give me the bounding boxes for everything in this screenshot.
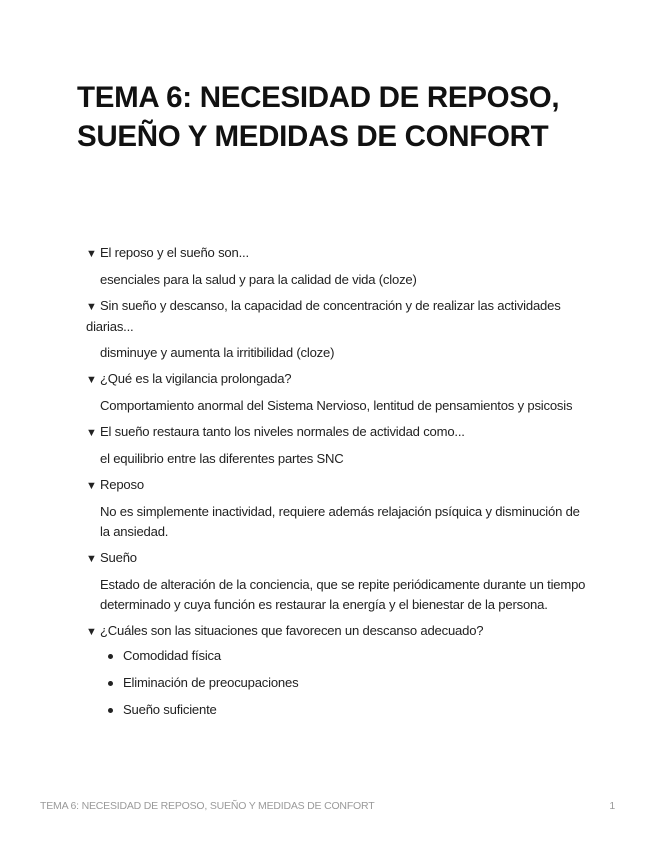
toggle-question: ¿Qué es la vigilancia prolongada? — [100, 371, 292, 386]
toggle-question: El sueño restaura tanto los niveles normales de actividad como... — [100, 424, 465, 439]
toggle-item — [86, 548, 586, 615]
toggle-item — [86, 475, 586, 542]
footer-title: TEMA 6: NECESIDAD DE REPOSO, SUEÑO Y MEDIDAS DE CONFORT — [40, 800, 375, 812]
toggle-question: El reposo y el sueño son... — [100, 245, 249, 260]
toggle-summary[interactable] — [86, 296, 586, 337]
bullet-item — [100, 700, 586, 720]
toggle-item — [86, 369, 586, 416]
bullet-item — [100, 673, 586, 693]
toggle-summary[interactable] — [86, 369, 586, 390]
bullet-item — [100, 646, 586, 666]
toggle-item — [86, 243, 586, 290]
triangle-down-icon: ▼ — [86, 301, 97, 313]
triangle-down-icon: ▼ — [86, 626, 97, 638]
toggle-question: Sueño — [100, 550, 137, 565]
toggle-summary[interactable] — [86, 621, 586, 642]
bullet-text: Eliminación de preocupaciones — [123, 675, 299, 690]
toggle-question: Reposo — [100, 477, 144, 492]
toggle-answer: disminuye y aumenta la irritibilidad (cloze) — [100, 345, 335, 360]
toggle-item — [86, 296, 586, 363]
triangle-down-icon: ▼ — [86, 480, 97, 492]
toggle-answer: Comportamiento anormal del Sistema Nervioso, lentitud de pensamientos y psicosis — [100, 398, 573, 413]
toggle-answer: el equilibrio entre las diferentes partes SNC — [100, 451, 344, 466]
page-number: 1 — [609, 800, 615, 812]
bullet-text: Sueño suficiente — [123, 702, 217, 717]
bullet-text: Comodidad física — [123, 648, 221, 663]
triangle-down-icon: ▼ — [86, 553, 97, 565]
bullet-list — [100, 646, 586, 720]
toggle-question: Sin sueño y descanso, la capacidad de concentración y de realizar las actividades diarias... — [86, 298, 561, 334]
bullet-dot-icon — [108, 654, 113, 659]
toggle-summary[interactable] — [86, 422, 586, 443]
toggle-summary[interactable] — [86, 475, 586, 496]
toggle-answer: No es simplemente inactividad, requiere además relajación psíquica y disminución de la ansiedad. — [100, 504, 580, 539]
page-title: TEMA 6: NECESIDAD DE REPOSO, SUEÑO Y MEDIDAS DE CONFORT — [77, 81, 560, 153]
toggle-summary[interactable] — [86, 548, 586, 569]
toggle-summary[interactable] — [86, 243, 586, 264]
triangle-down-icon: ▼ — [86, 248, 97, 260]
triangle-down-icon: ▼ — [86, 427, 97, 439]
toggle-list — [86, 243, 586, 727]
bullet-dot-icon — [108, 708, 113, 713]
triangle-down-icon: ▼ — [86, 374, 97, 386]
toggle-item — [86, 422, 586, 469]
toggle-item — [86, 621, 586, 720]
toggle-answer: Estado de alteración de la conciencia, que se repite periódicamente durante un tiempo determinado y cuya función es restaurar la energía y el bienestar de la persona. — [100, 577, 586, 612]
toggle-question: ¿Cuáles son las situaciones que favorecen un descanso adecuado? — [100, 623, 484, 638]
toggle-answer: esenciales para la salud y para la calidad de vida (cloze) — [100, 272, 417, 287]
bullet-dot-icon — [108, 681, 113, 686]
